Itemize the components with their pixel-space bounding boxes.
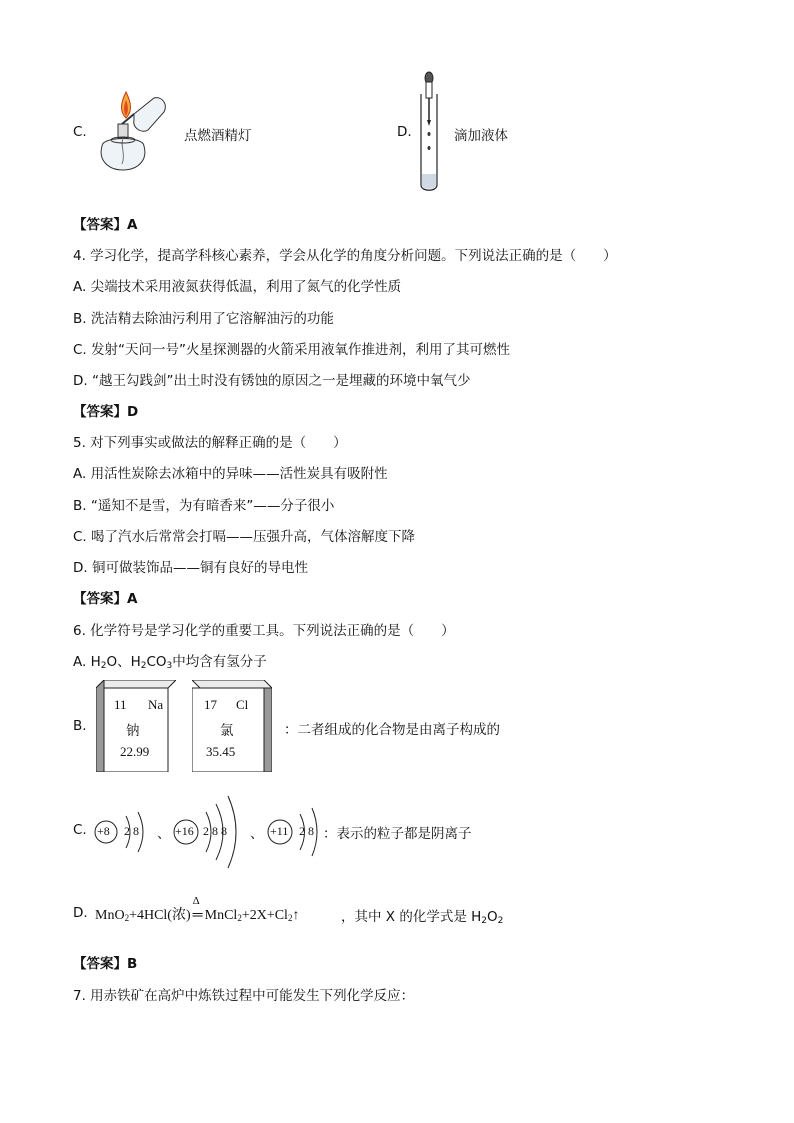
q6-b-text: ：二者组成的化合物是由离子构成的 xyxy=(284,722,500,738)
atom2-nucleus: +16 xyxy=(175,824,194,838)
q6-c-label: C. xyxy=(73,822,87,838)
q3-d-text: 滴加液体 xyxy=(454,128,508,144)
q4-answer: 【答案】D xyxy=(73,404,139,420)
atom3-shells: 2 8 xyxy=(299,824,314,838)
atom-separator-2: 、 xyxy=(250,826,264,842)
q6-d-text: ，其中 X 的化学式是 $H_2O_2$ xyxy=(341,909,504,926)
sodium-element-card: 11 Na 钠 22.99 xyxy=(96,680,176,772)
q3-answer: 【答案】A xyxy=(73,217,138,233)
dropper-test-tube-icon xyxy=(414,70,444,195)
q3-d-label: D. xyxy=(397,124,412,140)
q4-option-b: B. 洗洁精去除油污利用了它溶解油污的功能 xyxy=(73,311,334,327)
q5-option-c: C. 喝了汽水后常常会打嗝——压强升高，气体溶解度下降 xyxy=(73,529,416,545)
q6-stem: 6. 化学符号是学习化学的重要工具。下列说法正确的是（ ） xyxy=(73,623,455,639)
q4-option-d: D. “越王勾践剑”出土时没有锈蚀的原因之一是埋藏的环境中氧气少 xyxy=(73,373,471,389)
atom2-shells: 2 8 8 xyxy=(203,824,227,838)
q5-option-b: B. “遥知不是雪，为有暗香来”——分子很小 xyxy=(73,498,335,514)
q7-stem: 7. 用赤铁矿在高炉中炼铁过程中可能发生下列化学反应： xyxy=(73,988,415,1004)
atom1-shells: 2 8 xyxy=(124,824,139,838)
chlorine-element-card: 17 Cl 氯 35.45 xyxy=(192,680,272,772)
q3-c-text: 点燃酒精灯 xyxy=(184,128,252,144)
q3-c-label: C. xyxy=(73,124,87,140)
q6-d-label: D. xyxy=(73,905,88,921)
atom-separator-1: 、 xyxy=(157,826,171,842)
atom3-nucleus: +11 xyxy=(270,824,289,838)
alcohol-lamp-icon xyxy=(92,84,172,179)
q5-stem: 5. 对下列事实或做法的解释正确的是（ ） xyxy=(73,435,347,451)
q6-option-a: A. $H_2O$、$H_2CO_3$中均含有氢分子 xyxy=(73,654,267,671)
q5-option-a: A. 用活性炭除去冰箱中的异味——活性炭具有吸附性 xyxy=(73,466,388,482)
q5-option-d: D. 铜可做装饰品——铜有良好的导电性 xyxy=(73,560,308,576)
q6-c-text: ：表示的粒子都是阴离子 xyxy=(323,826,472,842)
q6-answer: 【答案】B xyxy=(73,956,138,972)
q4-stem: 4. 学习化学，提高学科核心素养，学会从化学的角度分析问题。下列说法正确的是（ ） xyxy=(73,248,617,264)
q6-d-equation: MnO$_2$+4HCl(浓) Δ ═ $MnCl_2+2X+Cl_2↑$ xyxy=(95,895,300,923)
atom1-nucleus: +8 xyxy=(97,824,110,838)
q4-option-a: A. 尖端技术采用液氮获得低温，利用了氮气的化学性质 xyxy=(73,279,402,295)
q5-answer: 【答案】A xyxy=(73,591,138,607)
q4-option-c: C. 发射“天问一号”火星探测器的火箭采用液氧作推进剂，利用了其可燃性 xyxy=(73,342,510,358)
q6-b-label: B. xyxy=(73,718,87,734)
